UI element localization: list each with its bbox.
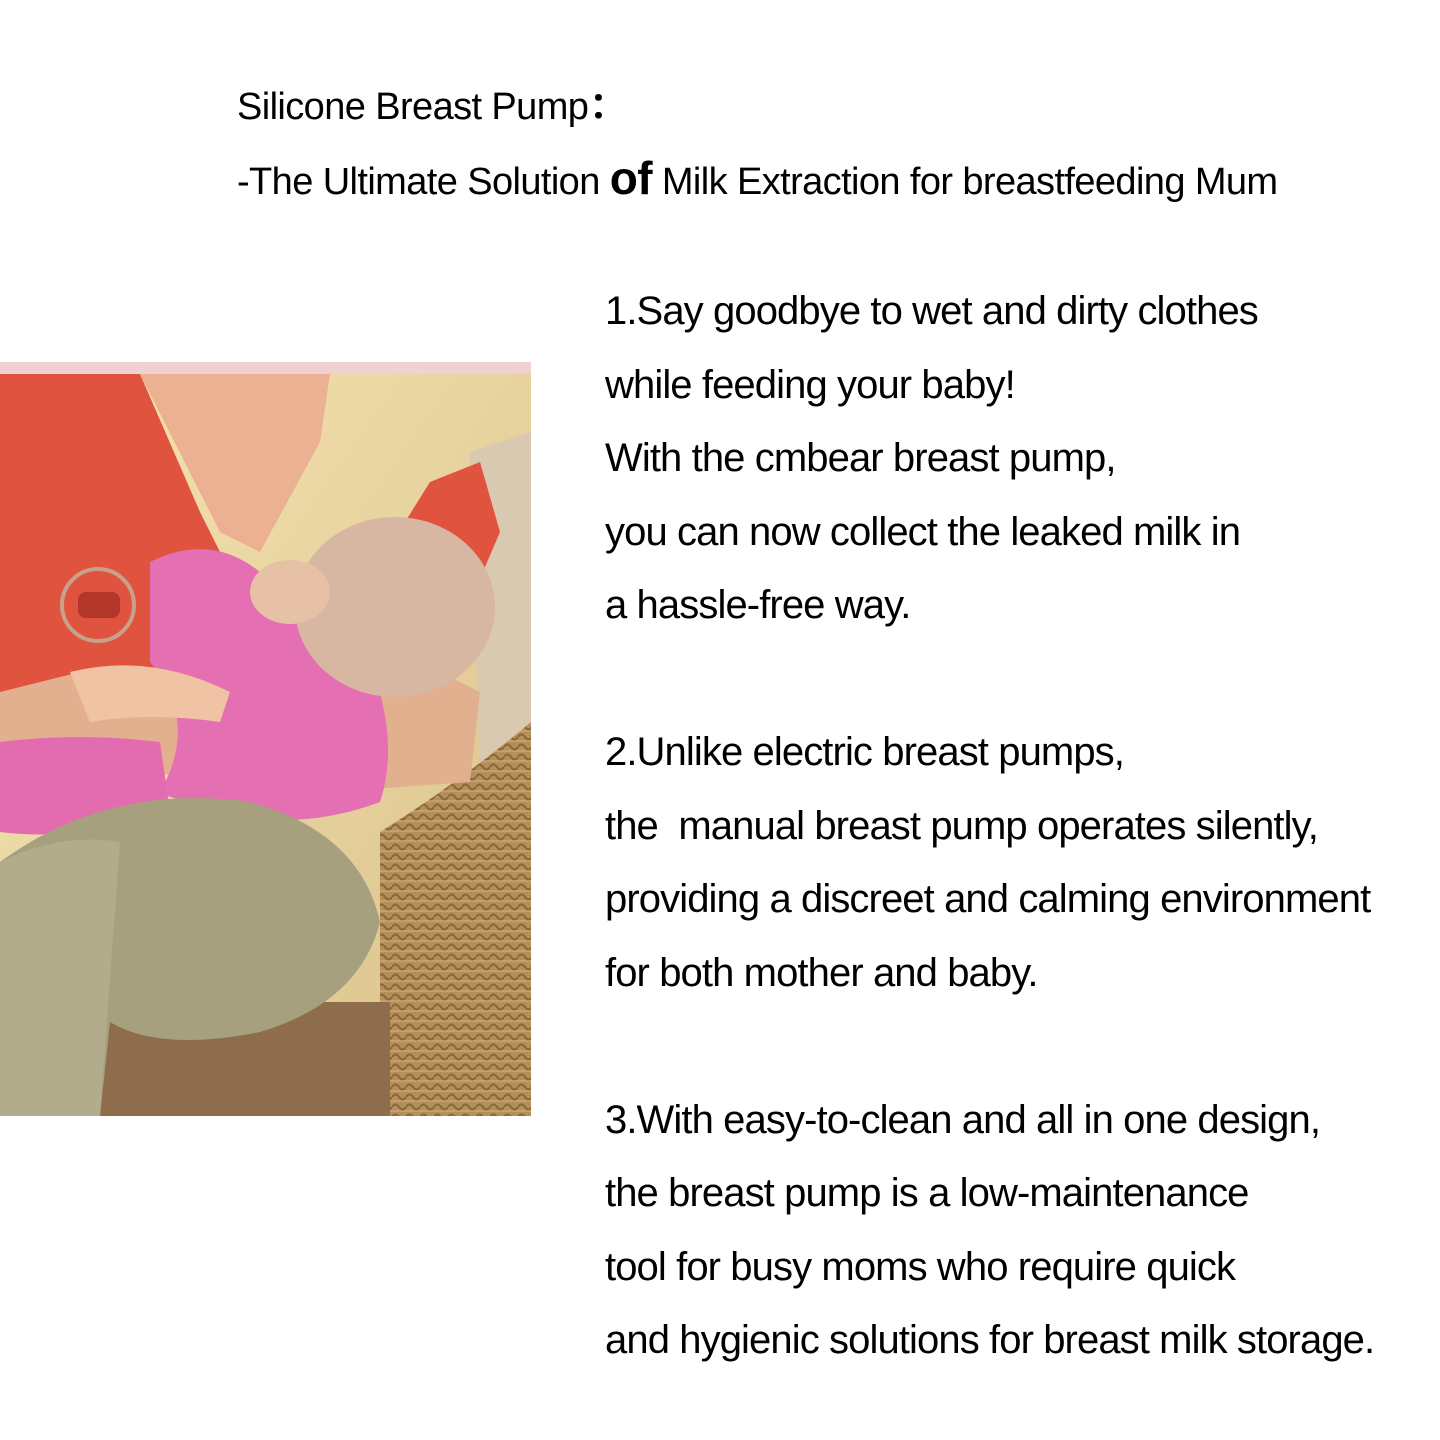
title-colon: ： bbox=[588, 80, 632, 129]
feature-3 bbox=[605, 1084, 1440, 1378]
product-subtitle bbox=[237, 152, 1278, 205]
product-title bbox=[237, 82, 632, 130]
feature-2-line: for both mother and baby. bbox=[605, 950, 1038, 995]
feature-3-line: 3.With easy-to-clean and all in one design, bbox=[605, 1097, 1321, 1142]
feature-spacer bbox=[605, 643, 1440, 717]
feature-3-line: and hygienic solutions for breast milk storage. bbox=[605, 1318, 1375, 1362]
feature-list bbox=[605, 275, 1440, 1378]
feature-2-line: 2.Unlike electric breast pumps, bbox=[605, 730, 1124, 774]
feature-1-line: you can now collect the leaked milk in bbox=[605, 509, 1241, 554]
feature-2 bbox=[605, 716, 1440, 1010]
breastfeeding-photo bbox=[0, 362, 531, 1116]
feature-3-line: the breast pump is a low-maintenance bbox=[605, 1171, 1249, 1215]
feature-3-line: tool for busy moms who require quick bbox=[605, 1244, 1236, 1289]
subtitle-text-start: -The Ultimate Solution bbox=[237, 161, 610, 203]
subtitle-of-word: of bbox=[609, 152, 652, 204]
feature-1-line: 1.Say goodbye to wet and dirty clothes bbox=[605, 289, 1258, 333]
feature-2-line: providing a discreet and calming environment bbox=[605, 877, 1371, 921]
feature-1-line: With the cmbear breast pump, bbox=[605, 436, 1116, 480]
subtitle-text-end: Milk Extraction for breastfeeding Mum bbox=[651, 161, 1278, 203]
feature-2-line: the manual breast pump operates silently, bbox=[605, 803, 1318, 848]
photo-top-border bbox=[0, 362, 531, 374]
feature-1-line: a hassle-free way. bbox=[605, 583, 911, 627]
title-text: Silicone Breast Pump bbox=[237, 86, 589, 128]
feature-1 bbox=[605, 275, 1440, 643]
feature-1-line: while feeding your baby! bbox=[605, 362, 1015, 407]
feature-spacer bbox=[605, 1010, 1440, 1084]
